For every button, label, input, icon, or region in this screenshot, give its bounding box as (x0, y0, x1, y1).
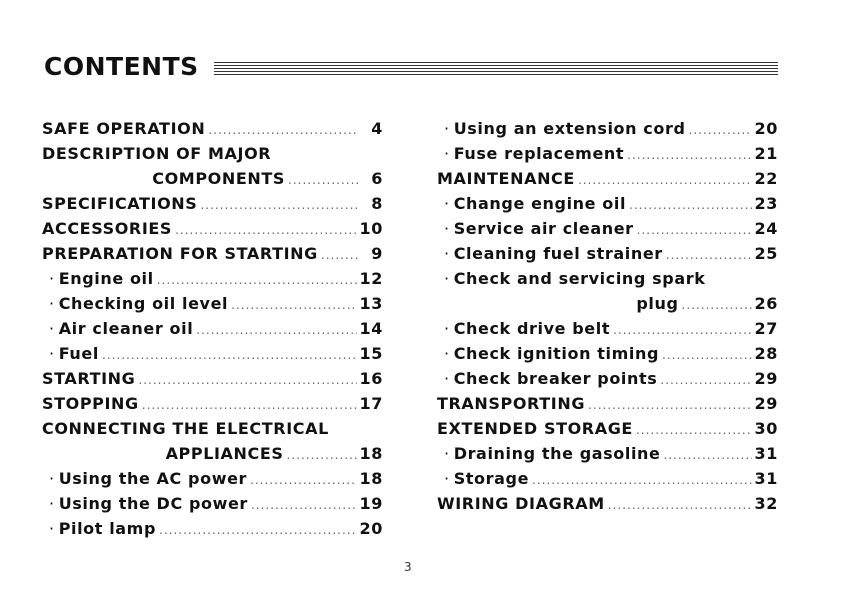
contents-header (44, 52, 778, 82)
toc-left-column (42, 116, 383, 541)
toc-entry (437, 291, 778, 316)
toc-entry-title: Storage (453, 469, 530, 488)
toc-entry-page: 9 (371, 244, 383, 263)
toc-entry (42, 291, 383, 316)
toc-entry-title: TRANSPORTING (437, 394, 586, 413)
toc-entry (42, 266, 383, 291)
toc-entry-title: Air cleaner oil (58, 319, 194, 338)
page-title: CONTENTS (44, 52, 203, 82)
bullet-icon: · (444, 219, 450, 238)
bullet-icon: · (49, 469, 55, 488)
toc-entry-page: 8 (371, 194, 383, 213)
toc-entry (42, 366, 383, 391)
dot-leader (251, 493, 357, 518)
toc-entry-page: 29 (754, 394, 778, 413)
toc-entry-title: Checking oil level (58, 294, 229, 313)
bullet-icon: · (444, 319, 450, 338)
toc-entry (42, 416, 383, 441)
toc-entry-page: 31 (754, 469, 778, 488)
toc-entry (42, 141, 383, 166)
toc-entry-page: 16 (359, 369, 383, 388)
dot-leader (666, 243, 752, 268)
toc-entry-title: MAINTENANCE (437, 169, 575, 188)
toc-entry (437, 441, 778, 466)
bullet-icon: · (444, 269, 450, 288)
toc-entry (42, 341, 383, 366)
toc-entry-page: 27 (754, 319, 778, 338)
toc-entry (42, 191, 383, 216)
bullet-icon: · (444, 119, 450, 138)
bullet-icon: · (49, 344, 55, 363)
dot-leader (288, 168, 358, 193)
toc-entry-page: 13 (359, 294, 383, 313)
dot-leader (196, 318, 356, 343)
toc-entry (42, 241, 383, 266)
toc-entry-title: CONNECTING THE ELECTRICAL (42, 419, 329, 438)
dot-leader (662, 343, 752, 368)
toc-entry-page: 29 (754, 369, 778, 388)
toc-entry-title: SAFE OPERATION (42, 119, 206, 138)
toc-entry (437, 141, 778, 166)
toc-entry-title: Check ignition timing (453, 344, 659, 363)
toc-entry (42, 316, 383, 341)
toc-entry (42, 441, 383, 466)
toc-entry-page: 25 (754, 244, 778, 263)
toc-entry (437, 191, 778, 216)
dot-leader (682, 293, 752, 318)
toc-entry-page: 22 (754, 169, 778, 188)
dot-leader (578, 168, 752, 193)
bullet-icon: · (444, 194, 450, 213)
bullet-icon: · (444, 369, 450, 388)
dot-leader (250, 468, 357, 493)
toc-entry-page: 15 (359, 344, 383, 363)
toc-entry-title: Cleaning fuel strainer (453, 244, 663, 263)
toc-entry-page: 18 (359, 469, 383, 488)
dot-leader (637, 218, 752, 243)
toc-entry-title: Fuel (58, 344, 99, 363)
toc-entry-title: Pilot lamp (58, 519, 156, 538)
toc-entry-page: 19 (359, 494, 383, 513)
toc-entry (437, 391, 778, 416)
toc-entry-title: Check breaker points (453, 369, 658, 388)
toc-entry (437, 266, 778, 291)
toc-entry-page: 4 (371, 119, 383, 138)
dot-leader (138, 368, 356, 393)
dot-leader (175, 218, 356, 243)
bullet-icon: · (444, 344, 450, 363)
toc-entry (42, 216, 383, 241)
page-number: 3 (404, 560, 412, 574)
toc-entry-page: 24 (754, 219, 778, 238)
toc-entry-title: Service air cleaner (453, 219, 634, 238)
dot-leader (629, 193, 751, 218)
bullet-icon: · (444, 244, 450, 263)
dot-leader (200, 193, 358, 218)
dot-leader (608, 493, 752, 518)
toc-entry-title: Fuse replacement (453, 144, 625, 163)
toc-entry-title: EXTENDED STORAGE (437, 419, 633, 438)
toc-entry-page: 31 (754, 444, 778, 463)
toc-entry (437, 241, 778, 266)
toc-entry-title: Change engine oil (453, 194, 627, 213)
toc-entry (437, 316, 778, 341)
toc-right-column (437, 116, 778, 516)
toc-entry (42, 466, 383, 491)
toc-entry (437, 166, 778, 191)
toc-entry-page: 28 (754, 344, 778, 363)
dot-leader (142, 393, 357, 418)
bullet-icon: · (49, 294, 55, 313)
toc-entry-title: Draining the gasoline (453, 444, 661, 463)
header-rules (214, 62, 778, 74)
dot-leader (689, 118, 752, 143)
dot-leader (588, 393, 751, 418)
toc-entry-page: 10 (359, 219, 383, 238)
bullet-icon: · (49, 319, 55, 338)
toc-entry (437, 366, 778, 391)
toc-entry (437, 116, 778, 141)
dot-leader (102, 343, 357, 368)
toc-entry-page: 30 (754, 419, 778, 438)
toc-entry-title: Using the AC power (58, 469, 248, 488)
toc-entry-title: ACCESSORIES (42, 219, 173, 238)
toc-entry (437, 466, 778, 491)
toc-entry-page: 20 (359, 519, 383, 538)
dot-leader (660, 368, 751, 393)
dot-leader (627, 143, 751, 168)
toc-entry-page: 14 (359, 319, 383, 338)
toc-entry-title: PREPARATION FOR STARTING (42, 244, 318, 263)
bullet-icon: · (49, 269, 55, 288)
toc-entry-page: 26 (754, 294, 778, 313)
toc-entry-page: 32 (754, 494, 778, 513)
bullet-icon: · (444, 444, 450, 463)
toc-entry-page: 6 (371, 169, 383, 188)
toc-entry-page: 23 (754, 194, 778, 213)
toc-entry (42, 166, 383, 191)
dot-leader (159, 518, 357, 543)
toc-entry-title: Check and servicing spark (453, 269, 706, 288)
toc-entry-title: SPECIFICATIONS (42, 194, 198, 213)
toc-entry-page: 21 (754, 144, 778, 163)
dot-leader (636, 418, 752, 443)
dot-leader (663, 443, 751, 468)
toc-entry-title: plug (636, 294, 679, 313)
toc-entry-title: Check drive belt (453, 319, 611, 338)
toc-entry-page: 17 (359, 394, 383, 413)
dot-leader (157, 268, 357, 293)
bullet-icon: · (444, 144, 450, 163)
toc-entry-title: STARTING (42, 369, 136, 388)
bullet-icon: · (49, 519, 55, 538)
toc-entry (437, 341, 778, 366)
toc-entry (42, 491, 383, 516)
toc-entry-title: STOPPING (42, 394, 139, 413)
bullet-icon: · (49, 494, 55, 513)
dot-leader (287, 443, 357, 468)
toc-entry (42, 116, 383, 141)
dot-leader (208, 118, 358, 143)
toc-entry (42, 516, 383, 541)
dot-leader (231, 293, 356, 318)
toc-entry (437, 216, 778, 241)
toc-entry-page: 20 (754, 119, 778, 138)
toc-entry (437, 491, 778, 516)
toc-entry-title: Using the DC power (58, 494, 248, 513)
toc-entry-title: DESCRIPTION OF MAJOR (42, 144, 272, 163)
dot-leader (613, 318, 751, 343)
dot-leader (532, 468, 751, 493)
toc-entry-title: COMPONENTS (152, 169, 285, 188)
toc-entry-title: Using an extension cord (453, 119, 686, 138)
toc-entry (42, 391, 383, 416)
bullet-icon: · (444, 469, 450, 488)
toc-entry (437, 416, 778, 441)
toc-entry-page: 18 (359, 444, 383, 463)
toc-entry-title: Engine oil (58, 269, 154, 288)
toc-entry-title: APPLIANCES (165, 444, 284, 463)
dot-leader (321, 243, 358, 268)
toc-entry-title: WIRING DIAGRAM (437, 494, 605, 513)
toc-entry-page: 12 (359, 269, 383, 288)
